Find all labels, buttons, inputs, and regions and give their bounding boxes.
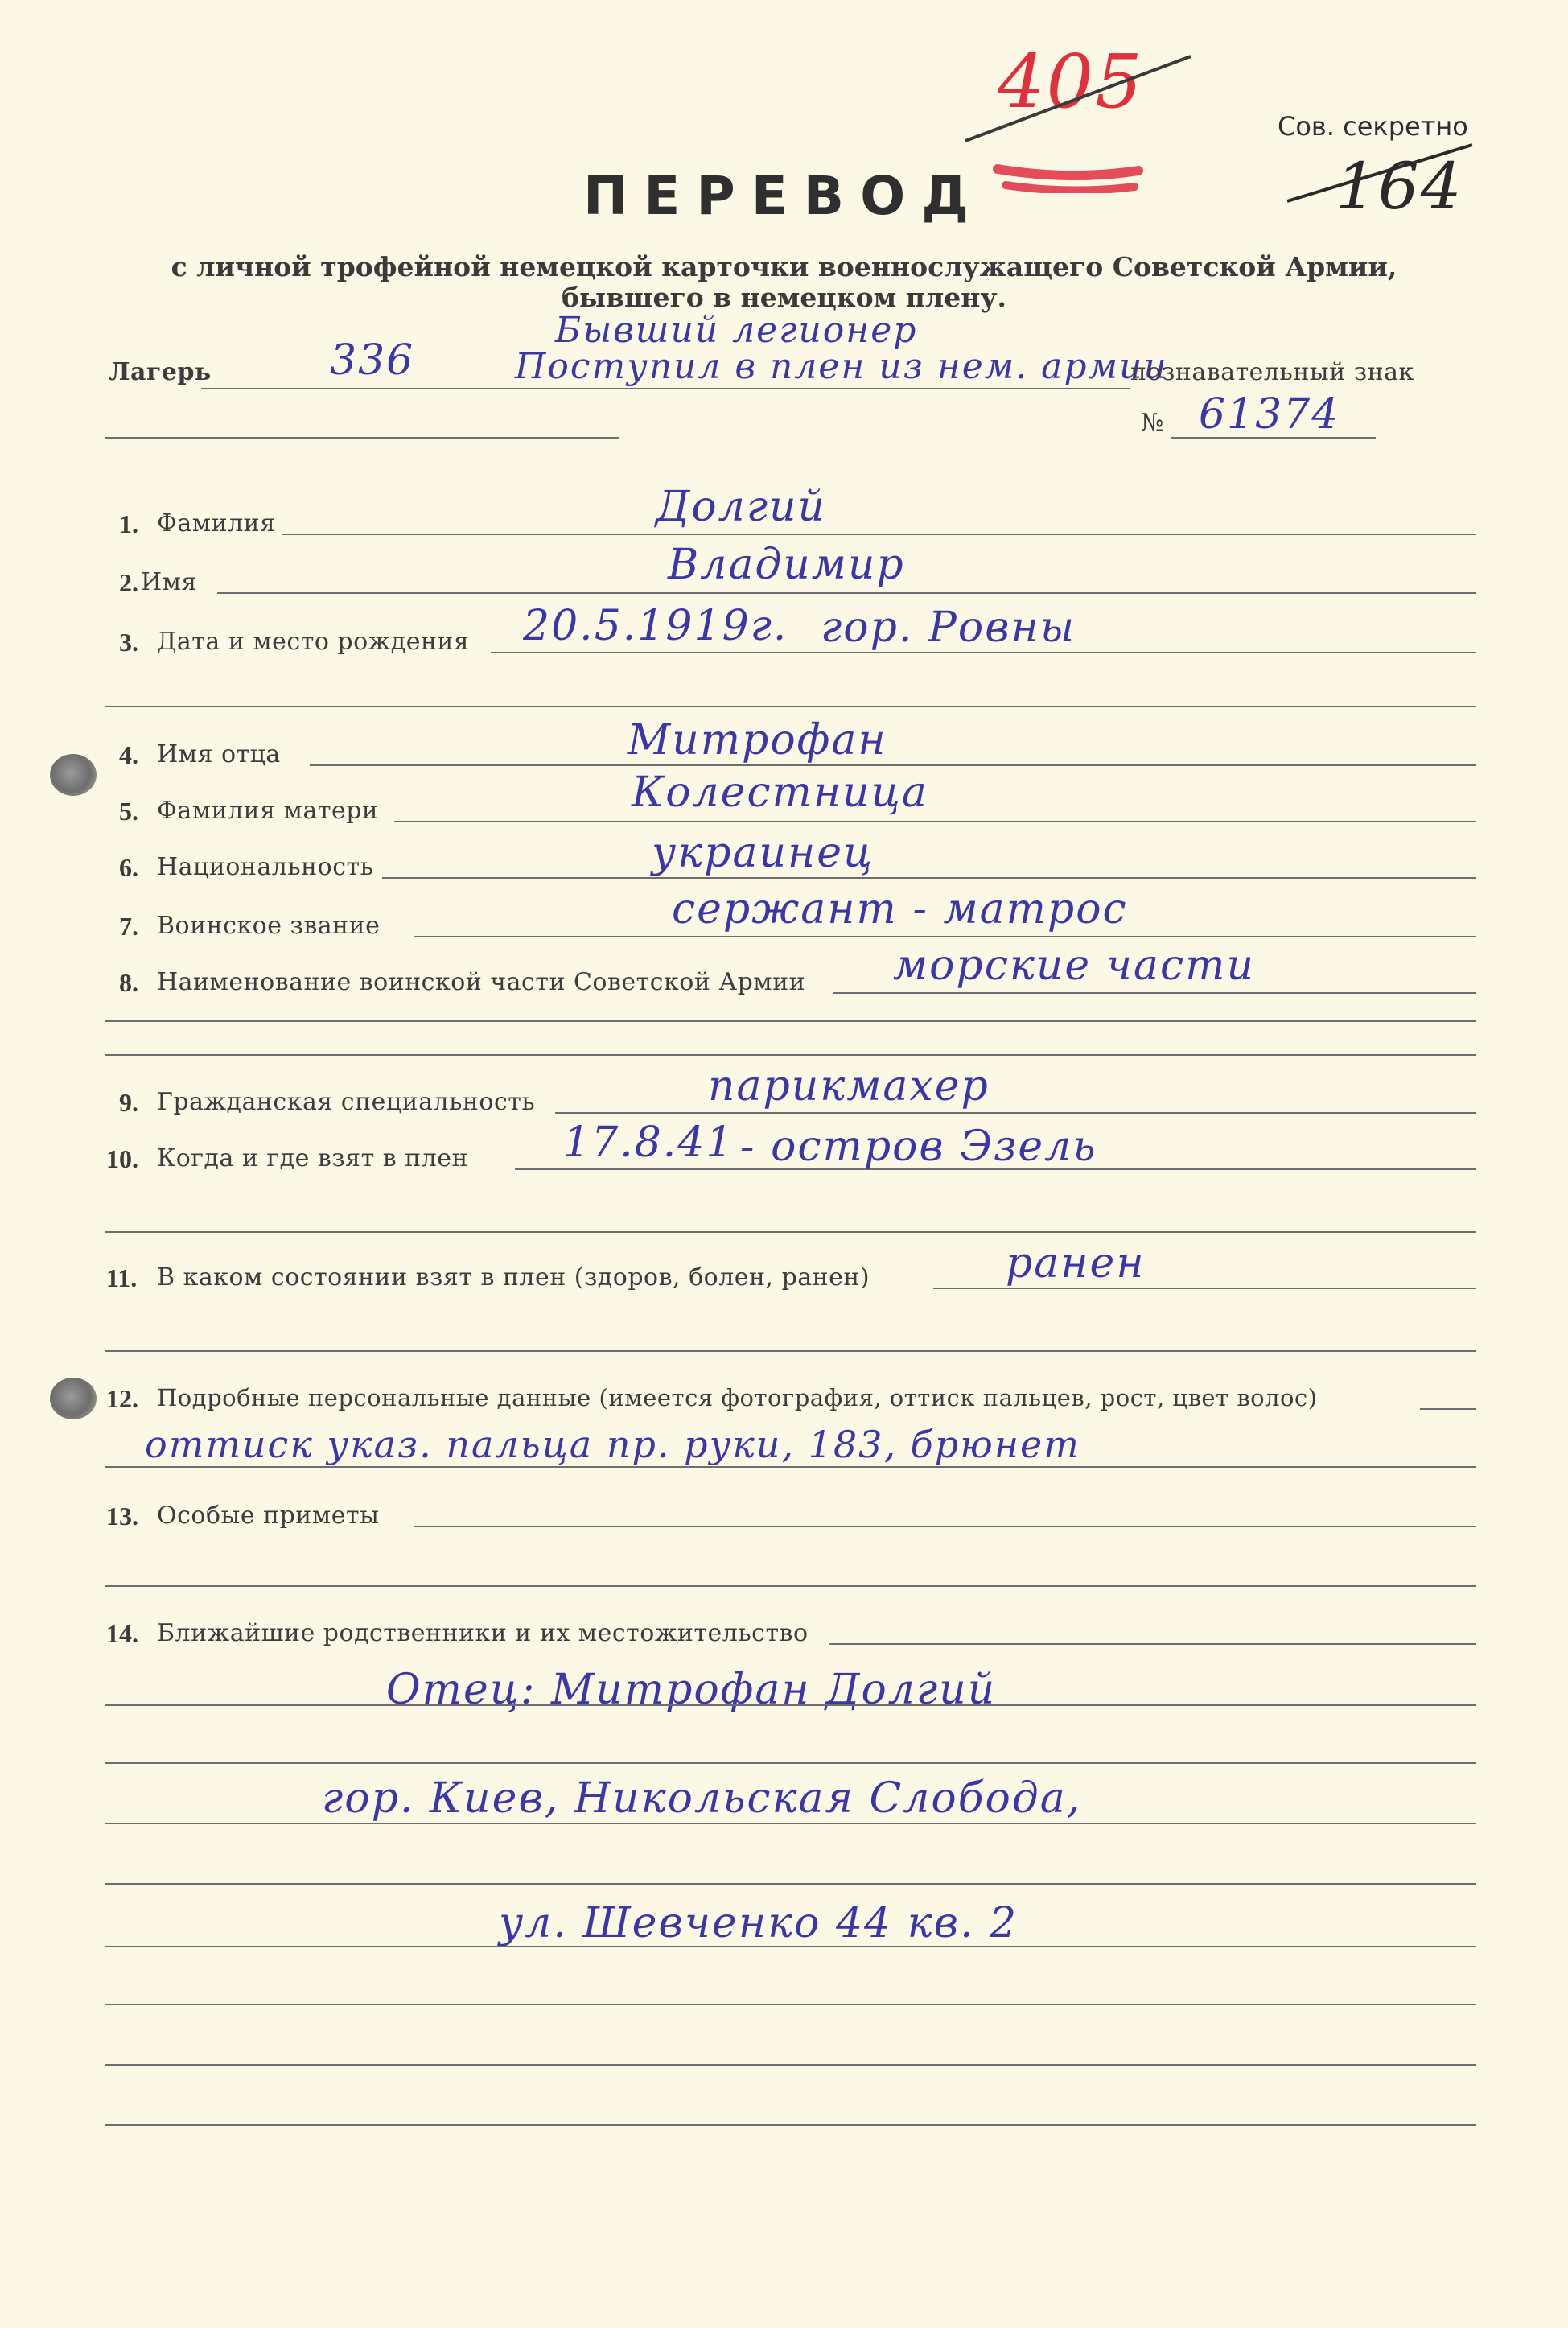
red-strike-marks xyxy=(949,40,1215,193)
field-9-value: парикмахер xyxy=(708,1062,990,1110)
field-2-line xyxy=(217,592,1476,594)
field-13-label: Особые приметы xyxy=(157,1502,380,1530)
punch-hole-bottom xyxy=(50,1378,97,1419)
camp-line xyxy=(201,388,1130,389)
field-6-value: украинец xyxy=(652,829,875,877)
field-10-label: Когда и где взят в плен xyxy=(157,1144,468,1172)
field-13-line xyxy=(414,1526,1476,1527)
camp-label: Лагерь xyxy=(109,358,212,386)
punch-hole-top xyxy=(50,754,97,796)
blank-line-14a xyxy=(105,1704,1476,1706)
field-1-label: Фамилия xyxy=(157,509,276,538)
field-10-date: 17.8.41 xyxy=(563,1119,735,1167)
id-tag-number: 61374 xyxy=(1199,390,1340,439)
blank-line-14c xyxy=(105,1823,1476,1824)
field-4-label: Имя отца xyxy=(157,740,281,768)
field-9-line xyxy=(555,1112,1476,1114)
field-1-value: Долгий xyxy=(656,483,826,531)
field-10-place: - остров Эзель xyxy=(740,1123,1097,1171)
field-3-number: 3. xyxy=(119,628,138,657)
field-4-value: Митрофан xyxy=(628,716,887,764)
field-3-label: Дата и место рождения xyxy=(157,628,470,656)
field-5-line xyxy=(394,821,1476,822)
field-9-number: 9. xyxy=(119,1088,138,1117)
field-1-number: 1. xyxy=(119,509,138,538)
field-7-value: сержант - матрос xyxy=(672,885,1128,933)
blank-line-a xyxy=(105,437,619,439)
field-3-place: гор. Ровны xyxy=(821,604,1076,652)
field-14-value-3: ул. Шевченко 44 кв. 2 xyxy=(499,1899,1019,1947)
blank-line-8b xyxy=(105,1054,1476,1056)
field-12-line xyxy=(1420,1408,1476,1410)
field-5-label: Фамилия матери xyxy=(157,797,379,825)
camp-note-1: Бывший легионер xyxy=(555,310,918,351)
field-12-value: оттиск указ. пальца пр. руки, 183, брюнет xyxy=(145,1423,1080,1466)
field-7-line xyxy=(414,936,1476,937)
field-8-value: морские части xyxy=(893,942,1255,990)
field-4-number: 4. xyxy=(119,740,138,769)
blank-line-14d xyxy=(105,1883,1476,1885)
blank-line-14e xyxy=(105,1946,1476,1947)
field-4-line xyxy=(310,764,1476,766)
secrecy-label: Сов. секретно xyxy=(1278,111,1468,142)
field-12-label: Подробные персональные данные (имеется фотография, оттиск пальцев, рост, цвет волос) xyxy=(157,1384,1318,1411)
field-5-value: Колестница xyxy=(632,768,928,817)
blank-line-14b xyxy=(105,1762,1476,1764)
field-6-line xyxy=(382,877,1476,879)
field-6-label: Национальность xyxy=(157,853,374,881)
blank-line-8a xyxy=(105,1020,1476,1022)
field-9-label: Гражданская специальность xyxy=(157,1088,536,1116)
field-11-number: 11. xyxy=(106,1263,138,1292)
field-11-line xyxy=(933,1288,1476,1289)
field-12-value-line xyxy=(105,1466,1476,1468)
field-14-value-2: гор. Киев, Никольская Слобода, xyxy=(322,1774,1082,1823)
field-14-line xyxy=(829,1643,1476,1645)
field-8-label: Наименование воинской части Советской Армии xyxy=(157,968,806,996)
red-archive-number: 405 xyxy=(998,39,1144,125)
field-5-number: 5. xyxy=(119,797,138,826)
black-archive-number: 164 xyxy=(1335,149,1463,224)
field-7-label: Воинское звание xyxy=(157,912,381,940)
field-8-line xyxy=(833,992,1476,994)
field-6-number: 6. xyxy=(119,853,138,882)
field-14-number: 14. xyxy=(106,1619,138,1648)
field-7-number: 7. xyxy=(119,912,138,941)
field-13-number: 13. xyxy=(106,1502,138,1531)
blank-line-14g xyxy=(105,2064,1476,2066)
blank-line-10 xyxy=(105,1231,1476,1233)
document-subtitle-1: с личной трофейной немецкой карточки военнослужащего Советской Армии, xyxy=(171,251,1397,282)
field-14-value-1: Отец: Митрофан Долгий xyxy=(386,1666,997,1714)
number-sign: № xyxy=(1141,409,1164,437)
field-11-label: В каком состоянии взят в плен (здоров, болен, ранен) xyxy=(157,1263,870,1292)
blank-line-11 xyxy=(105,1350,1476,1352)
field-14-label: Ближайшие родственники и их местожительство xyxy=(157,1619,809,1647)
field-11-value: ранен xyxy=(1006,1239,1146,1288)
field-12-number: 12. xyxy=(106,1384,138,1413)
blank-line-14h xyxy=(105,2124,1476,2126)
field-2-number: 2. xyxy=(119,568,138,597)
field-1-line xyxy=(282,534,1476,535)
camp-value: 336 xyxy=(330,336,415,385)
field-2-label: Имя xyxy=(141,568,197,596)
black-strike-mark xyxy=(1279,137,1488,225)
field-10-number: 10. xyxy=(106,1144,138,1173)
field-3-date: 20.5.1919г. xyxy=(523,602,788,650)
field-2-value: Владимир xyxy=(668,541,905,589)
id-tag-label: познавательный знак xyxy=(1130,358,1414,386)
blank-line-3 xyxy=(105,706,1476,707)
field-3-line xyxy=(491,652,1476,653)
blank-line-14f xyxy=(105,2004,1476,2005)
blank-line-13 xyxy=(105,1585,1476,1587)
field-8-number: 8. xyxy=(119,968,138,997)
document-title: ПЕРЕВОД xyxy=(583,165,985,227)
camp-note-2: Поступил в плен из нем. армии xyxy=(515,346,1168,387)
document-subtitle-2: бывшего в немецком плену. xyxy=(562,282,1006,313)
